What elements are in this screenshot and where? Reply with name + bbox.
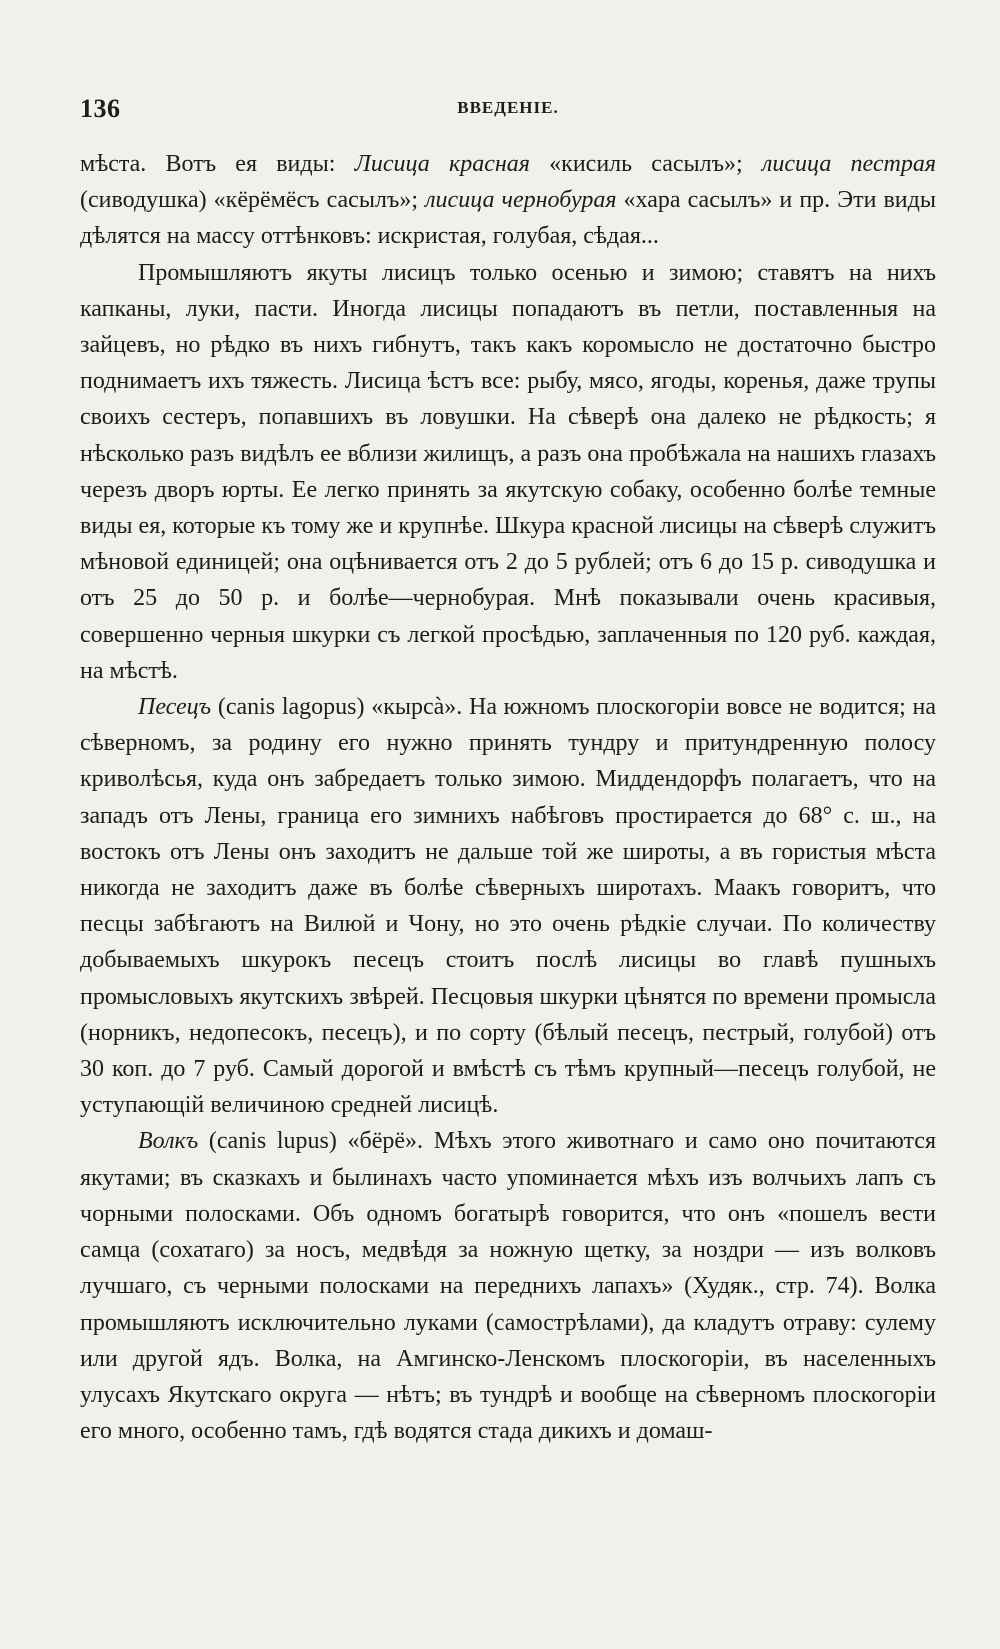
italic-term: Лисица красная xyxy=(354,151,530,177)
paragraph-foxes-varieties xyxy=(80,146,936,255)
italic-term: Песецъ xyxy=(138,694,212,721)
text-run: Промышляютъ якуты лисицъ только осенью и зимою; ставятъ на нихъ капканы, луки, пасти. Иногда лисицы попадаютъ въ петли, поставленныя на зайцевъ, но рѣдко въ нихъ гибнутъ, такъ какъ коромысло не достаточно быстро поднимаетъ ихъ тяжесть. Лисица ѣстъ все: рыбу, мясо, ягоды, коренья, даже трупы своихъ сестеръ, попавшихъ въ ловушки. На сѣверѣ она далеко не рѣдкость; я нѣсколько разъ видѣлъ ее вблизи жилищъ, а разъ она пробѣжала на нашихъ глазахъ черезъ дворъ юрты. Ее легко принять за якутскую собаку, особенно болѣе темные виды ея, которые къ тому же и крупнѣе. Шкура красной лисицы на сѣверѣ служитъ мѣновой единицей; она оцѣнивается отъ 2 до 5 рублей; отъ 6 до 15 р. сиводушка и отъ 25 до 50 р. и болѣе—чернобурая. Мнѣ показывали очень красивыя, совершенно черныя шкурки съ легкой просѣдью, заплаченныя по 120 руб. каждая, на мѣстѣ. xyxy=(80,259,936,684)
paragraph-fox-hunting xyxy=(80,255,936,689)
text-run: «хара сасылъ» и пр. Эти виды дѣлятся на массу оттѣнковъ: искристая, голубая, сѣдая... xyxy=(80,187,936,250)
text-run: «кисиль сасылъ»; xyxy=(529,151,762,177)
paragraph-wolf xyxy=(80,1123,936,1449)
text-run: (canis lagopus) «кырсà». На южномъ плоскогоріи вовсе не водится; на сѣверномъ, за родину его нужно принять тундру и притундренную полосу криволѣсья, куда онъ забредаетъ только зимою. Миддендорфъ полагаетъ, что на западъ отъ Лены, граница его зимнихъ набѣговъ простирается до 68° с. ш., на востокъ отъ Лены онъ заходитъ не дальше той же широты, а въ гористыя мѣста никогда не заходитъ даже въ болѣе сѣверныхъ широтахъ. Маакъ говоритъ, что песцы забѣгаютъ на Вилюй и Чону, но это очень рѣдкіе случаи. По количеству добываемыхъ шкурокъ песецъ стоитъ послѣ лисицы во главѣ пушныхъ промысловыхъ якутскихъ звѣрей. Песцовыя шкурки цѣнятся по времени промысла (норникъ, недопесокъ, песецъ), и по сорту (бѣлый песецъ, пестрый, голубой) отъ 30 коп. до 7 руб. Самый дорогой и вмѣстѣ съ тѣмъ крупный—песецъ голубой, не уступающій величиною средней лисицѣ. xyxy=(80,694,936,1119)
paragraph-arctic-fox xyxy=(80,689,936,1123)
italic-term: лисица пестрая xyxy=(761,151,937,177)
italic-term: Волкъ xyxy=(138,1128,199,1155)
body-text xyxy=(80,146,936,1449)
running-head xyxy=(80,94,936,130)
page-number: 136 xyxy=(80,94,121,123)
text-run: (сиводушка) «кёрёмёсъ сасылъ»; xyxy=(80,187,426,214)
italic-term: лисица чернобурая xyxy=(425,187,617,214)
text-run: (canis lupus) «бёрё». Мѣхъ этого животнаго и само оно почитаются якутами; въ сказкахъ и былинахъ часто упоминается мѣхъ изъ волчьихъ лапъ съ чорными полосками. Объ одномъ богатырѣ говорится, что онъ «пошелъ вести самца (сохатаго) за носъ, медвѣдя за ножную щетку, за ноздри — изъ волковъ лучшаго, съ черными полосками на переднихъ лапахъ» (Худяк., стр. 74). Волка промышляютъ исключительно луками (самострѣлами), да кладутъ отраву: сулему или другой ядъ. Волка, на Амгинско-Ленскомъ плоскогоріи, въ населенныхъ улусахъ Якутскаго округа — нѣтъ; въ тундрѣ и вообще на сѣверномъ плоскогоріи его много, особенно тамъ, гдѣ водятся стада дикихъ и домаш- xyxy=(80,1128,936,1445)
text-run: мѣста. Вотъ ея виды: xyxy=(80,151,355,177)
running-title: ВВЕДЕНІЕ. xyxy=(457,98,559,117)
